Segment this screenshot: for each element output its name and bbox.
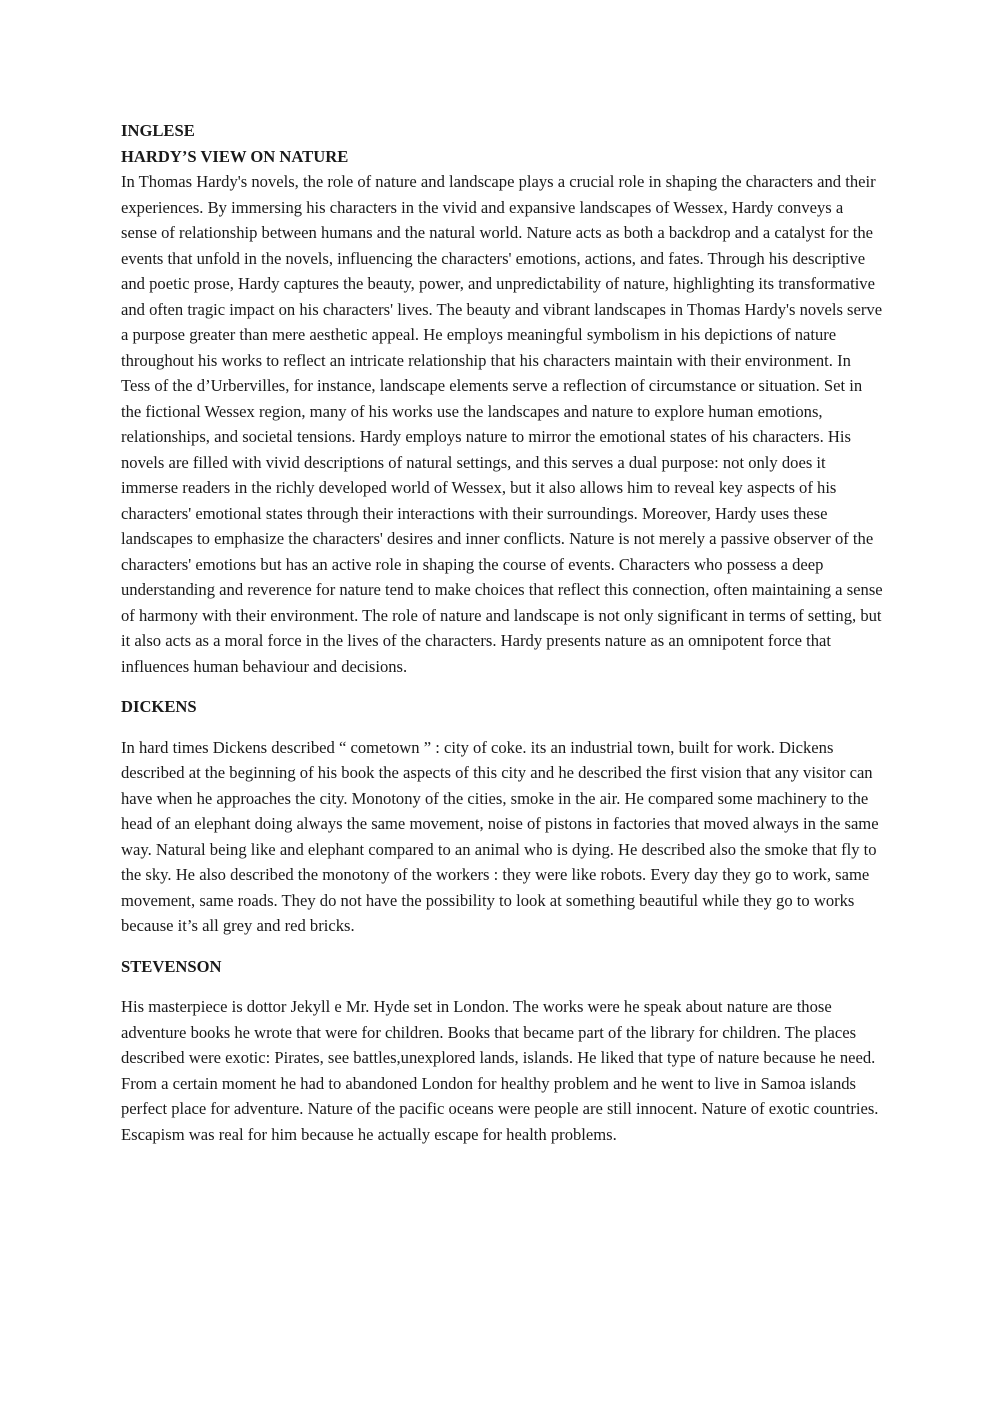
document-page: [121, 118, 883, 1147]
subject-heading: INGLESE: [121, 121, 195, 140]
dickens-paragraph: In hard times Dickens described “ cometown ” : city of coke. its an industrial town, built for work. Dickens described at the beginning of his book the aspects of this city and he described the first vision that any visitor can have when he approaches the city. Monotony of the cities, smoke in the air. He compared some machinery to the head of an elephant doing always the same movement, noise of pistons in factories that moved always in the same way. Natural being like and elephant compared to an animal who is dying. He described also the smoke that fly to the sky. He also described the monotony of the workers : they were like robots. Every day they go to work, same movement, same roads. They do not have the possibility to look at something beautiful while they go to works because it’s all grey and red bricks.: [121, 737, 879, 935]
stevenson-heading: STEVENSON: [121, 956, 222, 976]
dickens-heading: DICKENS: [121, 697, 197, 716]
hardy-paragraph: In Thomas Hardy's novels, the role of nature and landscape plays a crucial role in shaping the characters and their experiences. By immersing his characters in the vivid and expansive landscapes of Wessex, Hardy conveys a sense of relationship between humans and the natural world. Nature acts as both a backdrop and a catalyst for the events that unfold in the novels, influencing the characters' emotions, actions, and fates. Through his descriptive and poetic prose, Hardy captures the beauty, power, and unpredictability of nature, highlighting its transformative and often tragic impact on his characters' lives. The beauty and vibrant landscapes in Thomas Hardy's novels serve a purpose greater than mere aesthetic appeal. He employs meaningful symbolism in his depictions of nature throughout his works to reflect an intricate relationship that his characters maintain with their environment. In Tess of the d’Urbervilles, for instance, landscape elements serve a reflection of circumstance or situation. Set in the fictional Wessex region, many of his works use the landscapes and nature to explore human emotions, relationships, and societal tensions. Hardy employs nature to mirror the emotional states of his characters. His novels are filled with vivid descriptions of natural settings, and this serves a dual purpose: not only does it immerse readers in the richly developed world of Wessex, but it also allows him to reveal key aspects of his characters' emotional states through their interactions with their surroundings. Moreover, Hardy uses these landscapes to emphasize the characters' desires and inner conflicts. Nature is not merely a passive observer of the characters' emotions but has an active role in shaping the course of events. Characters who possess a deep understanding and reverence for nature tend to make choices that reflect this connection, often maintaining a sense of harmony with their environment. The role of nature and landscape is not only significant in terms of setting, but it also acts as a moral force in the lives of the characters. Hardy presents nature as an omnipotent force that influences human behaviour and decisions.: [121, 172, 883, 676]
hardy-heading: HARDY’S VIEW ON NATURE: [121, 146, 349, 166]
stevenson-paragraph: His masterpiece is dottor Jekyll e Mr. Hyde set in London. The works were he speak about nature are those adventure books he wrote that were for children. Books that became part of the library for children. The places described were exotic: Pirates, see battles,unexplored lands, islands. He liked that type of nature because he need. From a certain moment he had to abandoned London for healthy problem and he went to live in Samoa islands perfect place for adventure. Nature of the pacific oceans were people are still innocent. Nature of exotic countries. Escapism was real for him because he actually escape for health problems.: [121, 997, 879, 1144]
